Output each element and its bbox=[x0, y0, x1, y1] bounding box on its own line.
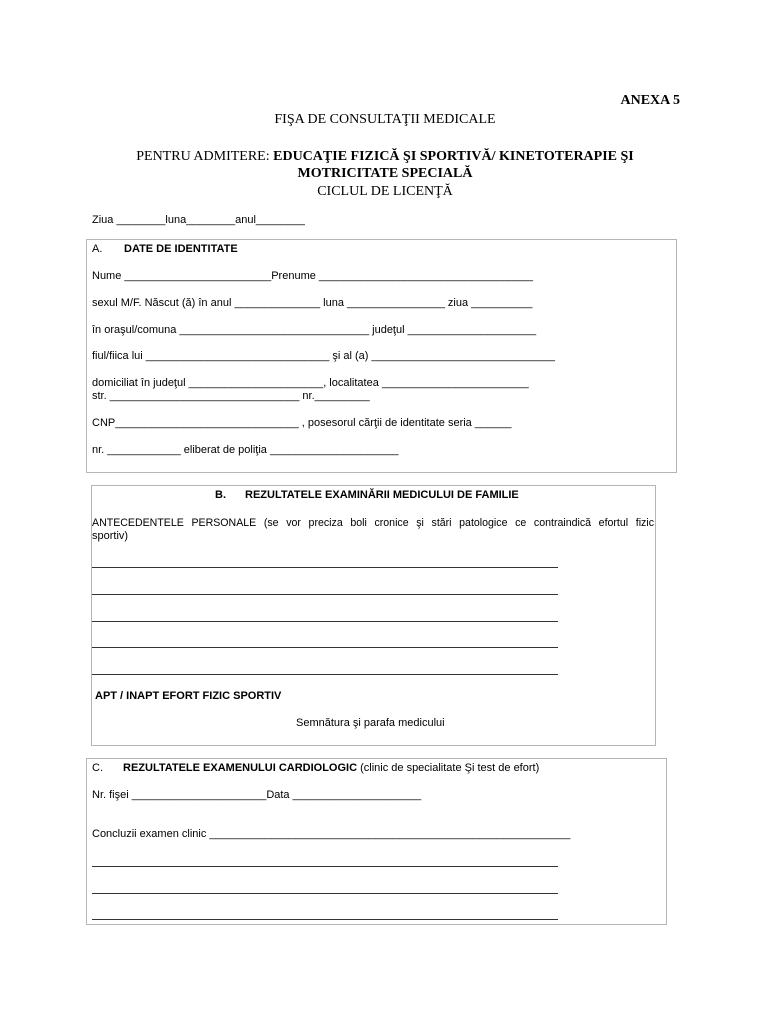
section-c-box bbox=[86, 758, 667, 925]
name-line: Nume ________________________Prenume ___________________________________ bbox=[92, 270, 534, 282]
blank-line bbox=[92, 647, 558, 648]
fitness-verdict: APT / INAPT EFORT FIZIC SPORTIV bbox=[95, 690, 282, 702]
date-line: Ziua ________luna________anul________ bbox=[92, 214, 305, 226]
antecedents-label: ANTECEDENTELE PERSONALE (se vor preciza boli cronice şi stări patologice ce contraindică efortul fizic bbox=[92, 517, 654, 529]
section-b-letter: B. bbox=[215, 489, 226, 501]
form-subtitle bbox=[0, 149, 770, 165]
subtitle-line2: MOTRICITATE SPECIALĂ bbox=[297, 166, 473, 181]
record-number-line: Nr. fişei ______________________Data _____________________ bbox=[92, 789, 422, 801]
domicile-line: domiciliat în judeţul ______________________, localitatea ________________________ bbox=[92, 377, 529, 389]
section-c-title: REZULTATELE EXAMENULUI CARDIOLOGIC bbox=[123, 762, 358, 774]
blank-line bbox=[92, 567, 558, 568]
blank-line bbox=[92, 866, 558, 867]
section-b-title: REZULTATELE EXAMINĂRII MEDICULUI DE FAMILIE bbox=[245, 489, 519, 501]
antecedents-label-cont: sportiv) bbox=[92, 530, 129, 542]
conclusions-line: Concluzii examen clinic ___________________________________________________________ bbox=[92, 828, 571, 840]
parents-line: fiul/fiica lui ______________________________ şi al (a) ______________________________ bbox=[92, 350, 556, 362]
blank-line bbox=[92, 621, 558, 622]
annex-label: ANEXA 5 bbox=[620, 93, 680, 108]
section-c-letter: C. bbox=[92, 762, 103, 774]
section-a-title: DATE DE IDENTITATE bbox=[124, 243, 238, 255]
blank-line bbox=[92, 674, 558, 675]
section-a-letter: A. bbox=[92, 243, 103, 255]
section-c-heading bbox=[123, 762, 539, 774]
birth-line: sexul M/F. Născut (ă) în anul ______________ luna ________________ ziua __________ bbox=[92, 297, 533, 309]
subtitle-prefix: PENTRU ADMITERE: bbox=[136, 149, 274, 164]
study-cycle: CICLUL DE LICENŢĂ bbox=[317, 184, 453, 199]
subtitle-programs: EDUCAŢIE FIZICĂ ŞI SPORTIVĂ/ KINETOTERAPIE ŞI bbox=[273, 149, 634, 164]
blank-line bbox=[92, 919, 558, 920]
blank-line bbox=[92, 893, 558, 894]
id-issued-line: nr. ____________ eliberat de poliţia _____________________ bbox=[92, 444, 399, 456]
section-c-note: (clinic de specialitate Şi test de efort) bbox=[357, 762, 540, 774]
blank-line bbox=[92, 594, 558, 595]
street-line: str. _______________________________ nr._________ bbox=[92, 390, 370, 402]
cnp-line: CNP______________________________ , posesorul cărţii de identitate seria ______ bbox=[92, 417, 512, 429]
city-line: în oraşul/comuna _______________________________ judeţul _____________________ bbox=[92, 324, 537, 336]
form-title: FIŞA DE CONSULTAŢII MEDICALE bbox=[274, 112, 496, 127]
physician-signature-label: Semnătura şi parafa medicului bbox=[296, 717, 445, 729]
